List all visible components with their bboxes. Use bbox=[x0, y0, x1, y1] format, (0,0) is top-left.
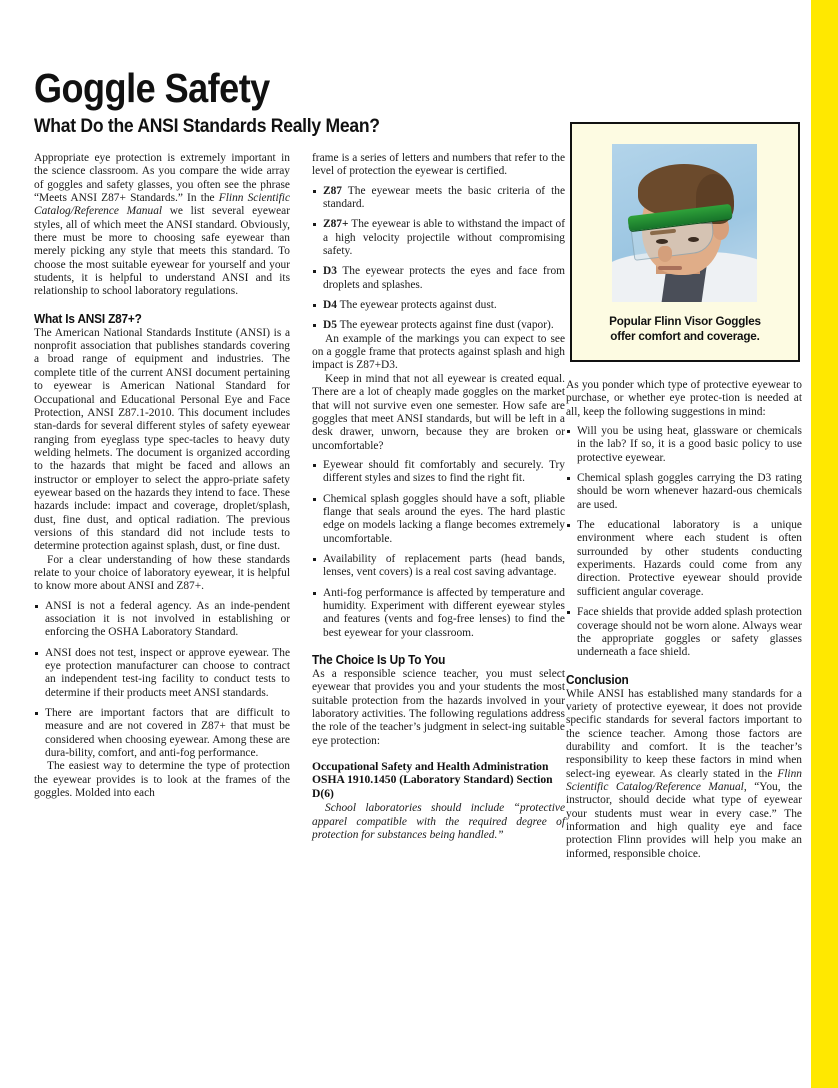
choice-paragraph: As a responsible science teacher, you must select eyewear that provides you and your students the most suitable protection from the hazards involved in your laboratory activities. The following regulations address the role of the teacher’s judgment in select-ing suitable eye protection: bbox=[312, 668, 565, 747]
marking-code: Z87 bbox=[323, 184, 342, 197]
list-item: Availability of replacement parts (head bands, lenses, vent covers) is a real cost saving advantage. bbox=[312, 553, 565, 580]
intro-part-2: we list several eyewear styles, all of which meet the ANSI standard. Obviously, there must be more to choosing safe eyewear than merely picking any style that meets this standard. To choose the most suitable eyewear for yourself and your students, it is helpful to understand ANSI and its relationship to school laboratory regulations. bbox=[34, 205, 291, 298]
marking-codes-list bbox=[312, 185, 565, 333]
eye-shape-right bbox=[688, 237, 699, 242]
marking-example-paragraph: An example of the markings you can expect to see on a goggle frame that protects against splash and high impact is Z87+D3. bbox=[312, 332, 565, 372]
conclusion-paragraph bbox=[566, 688, 802, 861]
photo-caption-line-2: offer comfort and coverage. bbox=[610, 328, 760, 343]
heading-what-is-ansi: What Is ANSI Z87+? bbox=[34, 311, 142, 326]
photo-callout-box bbox=[570, 122, 800, 362]
marking-code: D3 bbox=[323, 265, 337, 278]
photo-caption-line-1: Popular Flinn Visor Goggles bbox=[609, 314, 761, 328]
suggestions-list bbox=[566, 425, 802, 660]
heading-osha-regulation: Occupational Safety and Health Administration OSHA 1910.1450 (Laboratory Standard) Section D(6) bbox=[312, 760, 553, 800]
list-item bbox=[312, 218, 565, 258]
text-column-2 bbox=[312, 152, 565, 842]
list-item: ANSI is not a federal agency. As an inde-pendent association it is not involved in establishing or enforcing the OSHA Laboratory Standard. bbox=[34, 600, 290, 640]
ansi-paragraph-2: For a clear understanding of how these standards relate to your choice of laboratory eyewear, it is helpful to know more about ANSI and Z87+. bbox=[34, 553, 290, 593]
page-subtitle: What Do the ANSI Standards Really Mean? bbox=[34, 115, 380, 137]
list-item: There are important factors that are difficult to measure and are not covered in Z87+ that must be considered when choosing eyewear. Among these are dura-bility, comfort, and anti-fog performance. bbox=[34, 707, 290, 760]
list-item bbox=[312, 299, 565, 312]
intro-paragraph bbox=[34, 152, 290, 299]
marking-text: The eyewear protects against fine dust (vapor). bbox=[336, 319, 554, 332]
marking-code: Z87+ bbox=[323, 218, 349, 231]
flinn-visor-goggles-photo bbox=[612, 144, 757, 302]
list-item bbox=[312, 265, 565, 292]
marking-text: The eyewear is able to withstand the impact of a high velocity projectile without compromising safety. bbox=[323, 218, 565, 258]
intro-part-1: Appropriate eye protection is extremely important in the science classroom. As you compare the wide array of goggles and safety glasses, you often see the phrase “Meets ANSI Z87+ Standards.” In the bbox=[34, 152, 290, 205]
page-title: Goggle Safety bbox=[34, 65, 270, 111]
marking-code: D5 bbox=[323, 319, 337, 332]
accent-bar bbox=[811, 0, 838, 1088]
eye-shape-left bbox=[656, 239, 668, 244]
quality-paragraph: Keep in mind that not all eyewear is created equal. There are a lot of cheaply made goggles on the market that will not survive even one semester. How safe are goggles that meet ANSI standards, but will be left in a desk drawer, unworn, because they are broken or uncomfortable? bbox=[312, 372, 565, 452]
list-item: Will you be using heat, glassware or chemicals in the lab? If so, it is a good basic policy to use protective eyewear. bbox=[566, 425, 802, 465]
intro-italic-title: Flinn Scientific Catalog/Reference Manual bbox=[34, 192, 290, 218]
marking-text: The eyewear meets the basic criteria of the standard. bbox=[323, 184, 565, 211]
ansi-paragraph-3: The easiest way to determine the type of protection the eyewear provides is to look at the frames of the goggles. Molded into each bbox=[34, 760, 290, 800]
list-item: The educational laboratory is a unique environment where each student is often surrounded by other students conducting experiments. Hazards could come from any direction. Protective eyewear should provide sufficient angular coverage. bbox=[566, 519, 802, 599]
photo-caption bbox=[580, 314, 790, 343]
text-column-1 bbox=[34, 152, 290, 800]
list-item: Chemical splash goggles should have a soft, pliable flange that seals around the eyes. The hard plastic edge on models lacking a flange becomes extremely uncomfortable. bbox=[312, 493, 565, 546]
conclusion-italic-title: Flinn Scientific Catalog/Reference Manual bbox=[566, 767, 802, 793]
ansi-facts-list bbox=[34, 600, 290, 761]
eyewear-considerations-list bbox=[312, 459, 565, 640]
osha-quote: School laboratories should include “protective apparel compatible with the required degree of protection for substances being handled.” bbox=[312, 802, 565, 841]
heading-the-choice-is-up-to-you: The Choice Is Up To You bbox=[312, 653, 446, 667]
mouth-shape bbox=[658, 266, 682, 270]
heading-conclusion: Conclusion bbox=[566, 672, 629, 687]
list-item: Eyewear should fit comfortably and securely. Try different styles and sizes to find the right fit. bbox=[312, 459, 565, 486]
marking-text: The eyewear protects the eyes and face from droplets and splashes. bbox=[323, 265, 565, 291]
masthead bbox=[34, 65, 554, 137]
text-column-3 bbox=[566, 379, 802, 861]
list-item: Face shields that provide added splash protection coverage should not be worn alone. Always wear the appropriate goggles or safety glasses underneath a face shield. bbox=[566, 606, 802, 659]
list-item: Anti-fog performance is affected by temperature and humidity. Experiment with different eyewear styles and features (vents and fog-free lenses) to find the best eyewear for your classroom. bbox=[312, 587, 565, 640]
suggestions-intro-paragraph: As you ponder which type of protective eyewear to purchase, or whether eye protec-tion is needed at all, keep the following suggestions in mind: bbox=[566, 379, 802, 418]
marking-code: D4 bbox=[323, 299, 337, 312]
marking-text: The eyewear protects against dust. bbox=[336, 299, 497, 312]
conclusion-part-2: , “You, the instructor, should decide what type of eyewear your students must wear in every case.” The information and high quality eye and face protection Flinn provides will help you make an informed, responsible choice. bbox=[566, 780, 802, 860]
marking-intro-paragraph: frame is a series of letters and numbers that refer to the level of protection the eyewear is certified. bbox=[312, 152, 565, 178]
conclusion-part-1: While ANSI has established many standards for a variety of protective eyewear, it does not provide specific standards for several factors important to the science teacher. Among those factors are durability and comfort. It is the teacher’s responsibility to keep these factors in mind when select-ing eyewear. As clearly stated in the bbox=[566, 687, 802, 780]
list-item: ANSI does not test, inspect or approve eyewear. The eye protection manufacturer can choose to contract an independent test-ing facility to conduct tests to determine if their products meet ANSI standards. bbox=[34, 647, 290, 700]
list-item bbox=[312, 319, 565, 332]
list-item: Chemical splash goggles carrying the D3 rating should be worn whenever hazard-ous chemicals are used. bbox=[566, 472, 802, 512]
ansi-paragraph-1: The American National Standards Institute (ANSI) is a nonprofit association that publishes standards covering a broad range of equipment and industries. The complete title of the current ANSI document pertaining to eyewear is American National Standard for Occupational and Educational Personal Eye and Face Protection, ANSI Z87.1-2010. This document includes stan-dards for several different styles of safety eyewear ranging from eyeglass type spec-tacles to heavy duty welding helmets. The document is organized according to the hazards that might be faced and allows an instructor or employer to select the appro-priate safety eyewear based on the hazards they intend to face. These hazards include: impact and coverage, droplet/splash, dust, fine dust, and optical radiation. The previous versions of this standard did not include tests to determine protection against splash, dust, or fine dust. bbox=[34, 326, 290, 553]
list-item bbox=[312, 185, 565, 212]
nose-shape bbox=[658, 246, 672, 262]
